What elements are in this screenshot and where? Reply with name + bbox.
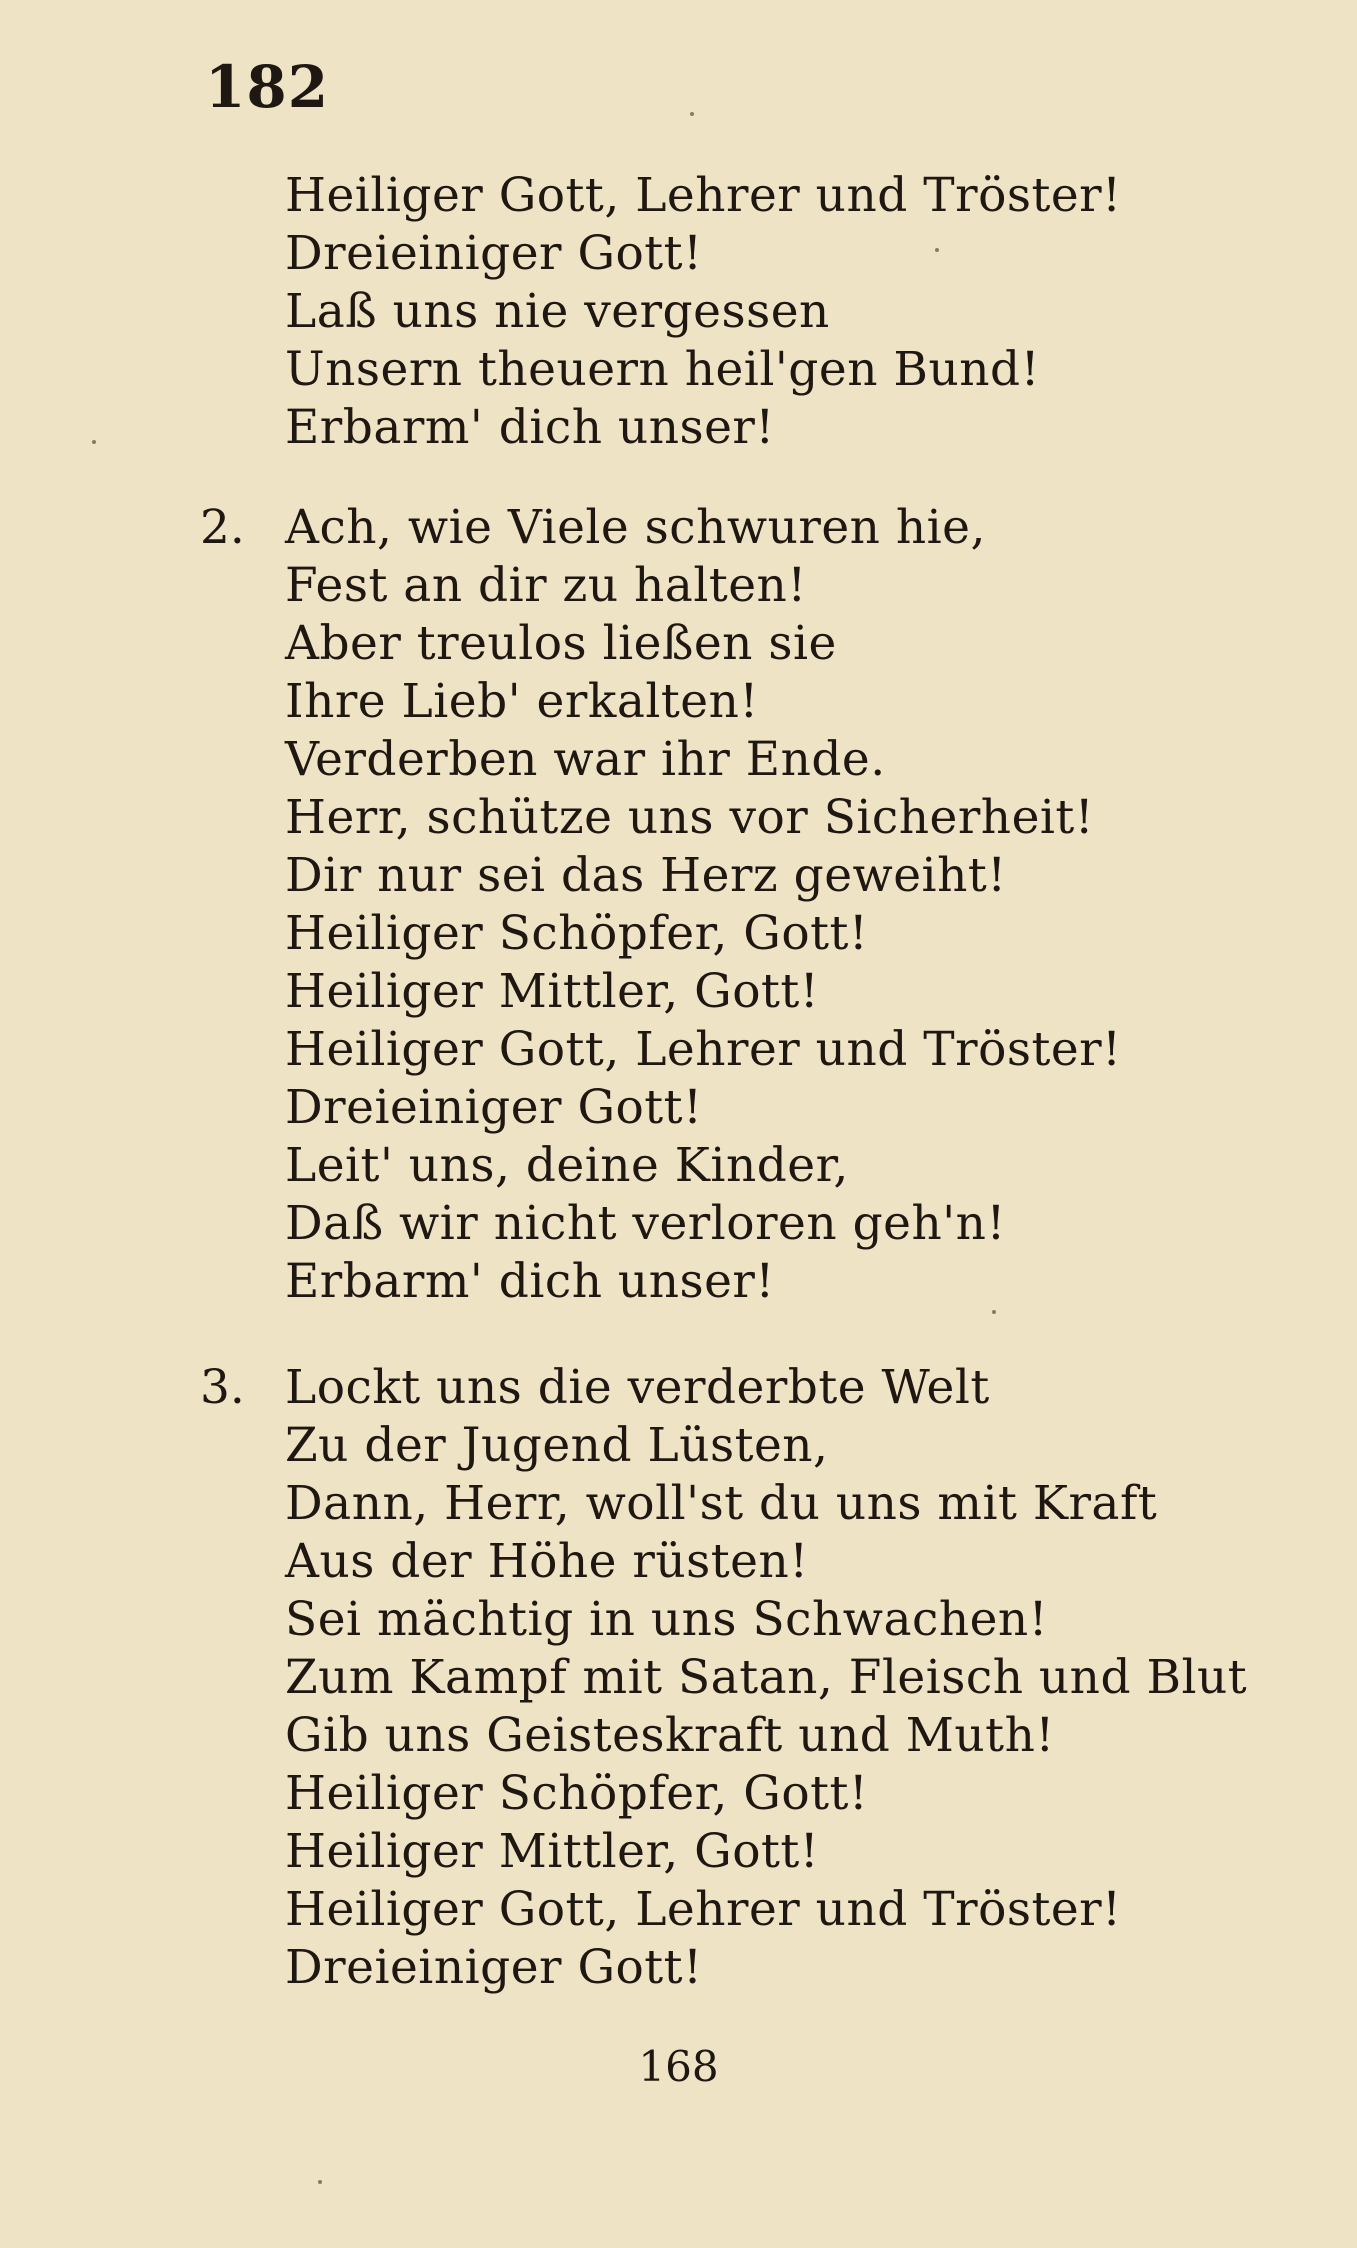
verse-line: Zu der Jugend Lüsten, — [285, 1418, 829, 1473]
verse-line: Lockt uns die verderbte Welt — [285, 1360, 990, 1415]
verse-line: Ihre Lieb' erkalten! — [285, 674, 759, 729]
verse-line: Erbarm' dich unser! — [285, 1254, 775, 1309]
paper-speck — [992, 1310, 996, 1314]
verse-line: Verderben war ihr Ende. — [285, 732, 886, 787]
verse-line: Zum Kampf mit Satan, Fleisch und Blut — [285, 1650, 1248, 1705]
verse-line: Heiliger Gott, Lehrer und Tröster! — [285, 168, 1122, 223]
verse-line: Heiliger Schöpfer, Gott! — [285, 906, 869, 961]
verse-line: Herr, schütze uns vor Sicherheit! — [285, 790, 1095, 845]
verse-line: Aus der Höhe rüsten! — [285, 1534, 809, 1589]
verse-line: Aber treulos ließen sie — [285, 616, 837, 671]
verse-line: Dreieiniger Gott! — [285, 1080, 703, 1135]
verse-line: Erbarm' dich unser! — [285, 400, 775, 455]
verse-line: Gib uns Geisteskraft und Muth! — [285, 1708, 1055, 1763]
paper-speck — [92, 440, 96, 444]
verse-line: Dann, Herr, woll'st du uns mit Kraft — [285, 1476, 1158, 1531]
verse-line: Unsern theuern heil'gen Bund! — [285, 342, 1040, 397]
verse-line: Heiliger Gott, Lehrer und Tröster! — [285, 1022, 1122, 1077]
verse-line: Sei mächtig in uns Schwachen! — [285, 1592, 1049, 1647]
verse-line: Dreieiniger Gott! — [285, 1940, 703, 1995]
verse-line: Laß uns nie vergessen — [285, 284, 830, 339]
page-number: 168 — [638, 2042, 719, 2091]
verse-line: Daß wir nicht verloren geh'n! — [285, 1196, 1006, 1251]
verse-line: Dreieiniger Gott! — [285, 226, 703, 281]
verse-line: Heiliger Mittler, Gott! — [285, 964, 820, 1019]
paper-speck — [318, 2180, 322, 2184]
hymn-number: 182 — [205, 53, 330, 121]
verse-line: Heiliger Schöpfer, Gott! — [285, 1766, 869, 1821]
verse-line: Heiliger Mittler, Gott! — [285, 1824, 820, 1879]
verse-line: Heiliger Gott, Lehrer und Tröster! — [285, 1882, 1122, 1937]
verse-line: Fest an dir zu halten! — [285, 558, 807, 613]
paper-speck — [690, 112, 694, 116]
verse-line: Dir nur sei das Herz geweiht! — [285, 848, 1007, 903]
verse-line: Leit' uns, deine Kinder, — [285, 1138, 849, 1193]
verse-number: 3. — [200, 1360, 245, 1415]
paper-speck — [935, 248, 939, 252]
verse-number: 2. — [200, 500, 245, 555]
verse-line: Ach, wie Viele schwuren hie, — [285, 500, 986, 555]
